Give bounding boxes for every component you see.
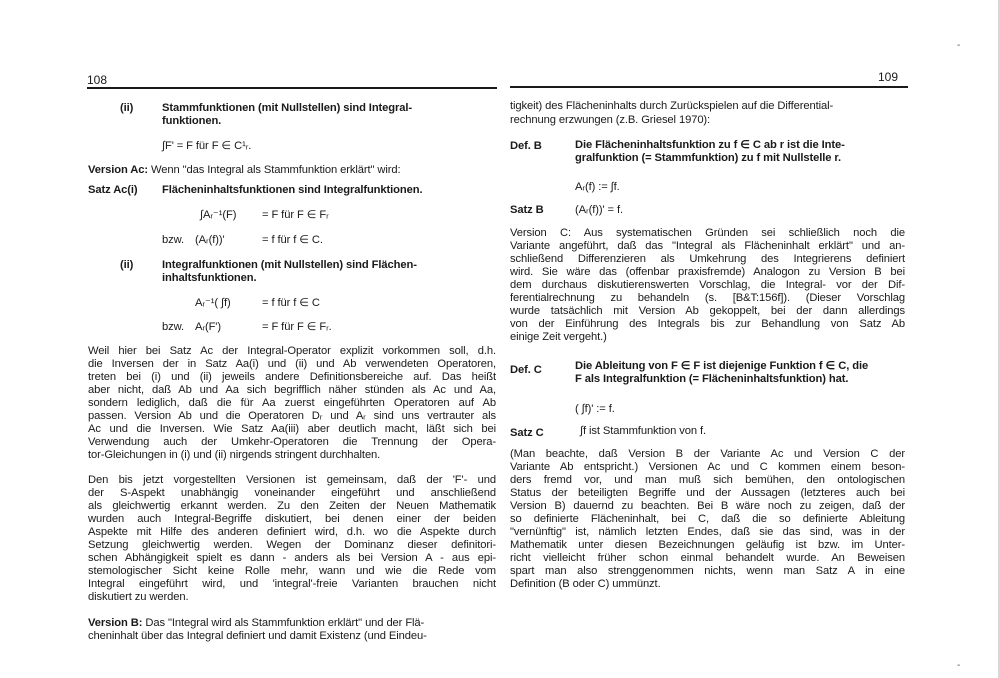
section-title-line: Integralfunktionen (mit Nullstellen) sind Flächen-: [162, 259, 417, 271]
paragraph-line: Setzung gleichwertig werden. Wegen der Dominanz dieser definitori-: [88, 539, 496, 551]
paragraph-line: so definierte Flächeninhalt, bei C, daß die so definierte Ableitung: [510, 513, 905, 525]
section-label-ii: (ii): [120, 259, 134, 271]
paragraph-line: Ac und die Inversen. Wie Satz Aa(iii) aber deutlich macht, läßt sich bei: [88, 423, 496, 435]
section-title-line: funktionen.: [162, 115, 222, 127]
def-b-text: Die Flächeninhaltsfunktion zu f ∈ C ab r ist die Inte-: [575, 139, 845, 151]
page-number-right: 109: [878, 70, 899, 84]
version-ac-label: Version Ac:: [88, 164, 149, 176]
paragraph-line: Variante Ab entspricht.) Versionen Ac und C kommen einem beson-: [510, 461, 905, 473]
def-b-text: gralfunktion (= Stammfunktion) zu f mit Nullstelle r.: [575, 152, 842, 164]
paragraph-line: Version B) dauernd zu beachten. Bei B wäre noch zu zeigen, daß der: [510, 500, 905, 512]
version-ac-paragraph: [88, 164, 401, 177]
formula: ( ∫f)' := f.: [575, 403, 615, 415]
paragraph-line: die Inversen der in Satz Aa(i) und (ii) und Ab verwendeten Operatoren,: [88, 358, 496, 370]
formula: Aᵣ⁻¹( ∫f): [195, 297, 231, 309]
scan-mark: -: [957, 660, 961, 671]
paragraph-line: Status der beteiligten Begriffe und der Aussagen (letzteres auch bei: [510, 487, 905, 499]
paragraph-line: wurden auch Integral-Begriffe diskutiert, bei denen einer der beiden: [88, 513, 496, 525]
satz-ac-label: Satz Ac(i): [88, 184, 138, 196]
paragraph-line: Aspekte mit Hilfe des anderen definiert wird, d.h. wo die Aspekte durch: [88, 526, 496, 538]
paragraph-line: schen Abhängigkeit spielt es dann - anders als bei Version A - aus epi-: [88, 552, 496, 564]
paragraph-line: Variante angeführt, daß das "Integral als Flächeninhalt erklärt" und an-: [510, 240, 905, 252]
scan-mark: -: [957, 40, 961, 51]
formula: (Aᵣ(f))': [195, 234, 225, 246]
paragraph-line: cheninhalt über das Integral definiert und damit Existenz (und Eindeu-: [88, 630, 427, 642]
paragraph-line: der S-Aspekt unabhängig voneinander eingeführt und anschließend: [88, 487, 496, 499]
formula-prefix: bzw.: [162, 321, 184, 333]
formula: Aᵣ(f) := ∫f.: [575, 181, 620, 193]
version-b-text: Das "Integral wird als Stammfunktion erklärt" und der Flä-: [142, 617, 425, 629]
satz-ac-title: Flächeninhaltsfunktionen sind Integralfunktionen.: [162, 184, 423, 196]
paragraph-line: aber nicht, daß Ab und Aa sich begrifflich näher stünden als Ac und Aa,: [88, 384, 496, 396]
formula: (Aᵣ(f))' = f.: [575, 204, 623, 216]
paragraph-line: "vernünftig" ist, nämlich letzten Endes, daß sie das sind, was in der: [510, 526, 905, 538]
section-title-line: Stammfunktionen (mit Nullstellen) sind Integral-: [162, 102, 413, 114]
def-b-label: Def. B: [510, 140, 542, 152]
paragraph-line: dem durchaus diskutierenswerten Vorschlag, die Integral- vor der Dif-: [510, 279, 905, 291]
paragraph-line: stemologischer Sicht keine Rolle mehr, wann und wie die Rede vom: [88, 565, 496, 577]
paragraph-line: wurde tatsächlich mit Version Ab gekoppelt, bei der dann allerdings: [510, 305, 905, 317]
paragraph-line: einige Zeit vergeht.): [510, 331, 607, 343]
paragraph-line: wird. Sie wäre das (offenbar praxisfremde) Analogon zu Version B bei: [510, 266, 905, 278]
formula: Aᵣ(F'): [195, 321, 221, 333]
satz-b-label: Satz B: [510, 204, 544, 216]
paragraph-line: ders fremd vor, und man muß sich bemühen, den ontologischen: [510, 474, 905, 486]
section-title-line: inhaltsfunktionen.: [162, 272, 257, 284]
paragraph-line: (Man beachte, daß Version B der Variante Ac und Version C der: [510, 448, 905, 460]
paragraph-line: Den bis jetzt vorgestellten Versionen ist gemeinsam, daß der 'F'- und: [88, 474, 496, 486]
paragraph-line: von der Einführung des Integrals bis zur Behandlung von Satz Ab: [510, 318, 905, 330]
formula: = f für f ∈ C: [262, 297, 320, 309]
formula: = f für f ∈ C.: [262, 234, 323, 246]
paragraph-line: Integral eingeführt wird, und 'integral'-freie Varianten brauchen nicht: [88, 578, 496, 590]
right-page: [505, 0, 1000, 678]
formula: ∫f ist Stammfunktion von f.: [580, 425, 706, 437]
paragraph-line: tigkeit) des Flächeninhalts durch Zurückspielen auf die Differential-: [510, 100, 834, 112]
formula-prefix: bzw.: [162, 234, 184, 246]
version-ac-text: Wenn "das Integral als Stammfunktion erklärt" wird:: [148, 164, 401, 176]
paragraph-line: schließend Differenzieren als Umkehrung des Integrierens definiert: [510, 253, 905, 265]
paragraph-line: treten bei (i) und (ii) jeweils andere Definitionsbereiche auf. Das heißt: [88, 371, 496, 383]
def-c-text: F als Integralfunktion (= Flächeninhaltsfunktion) hat.: [575, 373, 849, 385]
paragraph-line: richt vielleicht früher schon einmal behandelt wurde. An Beweisen: [510, 552, 905, 564]
header-rule-right: [510, 86, 908, 88]
paragraph-line: diskutiert zu werden.: [88, 591, 189, 603]
def-c-text: Die Ableitung von F ∈ F ist diejenige Funktion f ∈ C, die: [575, 360, 869, 372]
paragraph-line: ferentialrechnung zu behandeln (s. [B&T:156f]). (Dieser Vorschlag: [510, 292, 905, 304]
paragraph-line: als gleichwertig erkannt werden. Zu den Zeiten der Neuen Mathematik: [88, 500, 496, 512]
section-label-ii: (ii): [120, 102, 134, 114]
version-b-label: Version B:: [88, 617, 143, 629]
formula: = F für F ∈ Fᵣ.: [262, 321, 332, 333]
formula: ∫Aᵣ⁻¹(F): [200, 209, 237, 221]
header-rule-left: [87, 87, 497, 89]
paragraph-line: Verwendung auch der Umkehr-Operatoren die Trennung der Opera-: [88, 436, 496, 448]
page-number-left: 108: [87, 73, 108, 87]
version-b-paragraph: [88, 617, 424, 630]
paragraph-line: Weil hier bei Satz Ac der Integral-Operator explizit vorkommen soll, d.h.: [88, 345, 496, 357]
paragraph-line: Definition (B oder C) ummünzt.: [510, 578, 661, 590]
paragraph-line: passen. Version Ab und die Operatoren Dᵣ und Aᵣ sind uns vertrauter als: [88, 410, 496, 422]
paragraph-line: spart man also strenggenommen nichts, wenn man Satz A in eine: [510, 565, 905, 577]
paragraph-line: sondern lediglich, daß die für Aa zuerst eingeführten Operatoren auf Ab: [88, 397, 496, 409]
formula: = F für F ∈ Fᵣ: [262, 209, 329, 221]
formula: ∫F' = F für F ∈ C¹ᵣ.: [162, 140, 252, 152]
def-c-label: Def. C: [510, 364, 542, 376]
paragraph-line: tor-Gleichungen in (i) und (ii) nirgends stringent durchhalten.: [88, 449, 381, 461]
satz-c-label: Satz C: [510, 427, 544, 439]
paragraph-line: Mathematik unter diesen Bezeichnungen geläufig ist bzw. im Unter-: [510, 539, 905, 551]
paragraph-line: Version C: Aus systematischen Gründen sei schließlich noch die: [510, 227, 905, 239]
paragraph-line: rechnung erzwungen (z.B. Griesel 1970):: [510, 114, 711, 126]
